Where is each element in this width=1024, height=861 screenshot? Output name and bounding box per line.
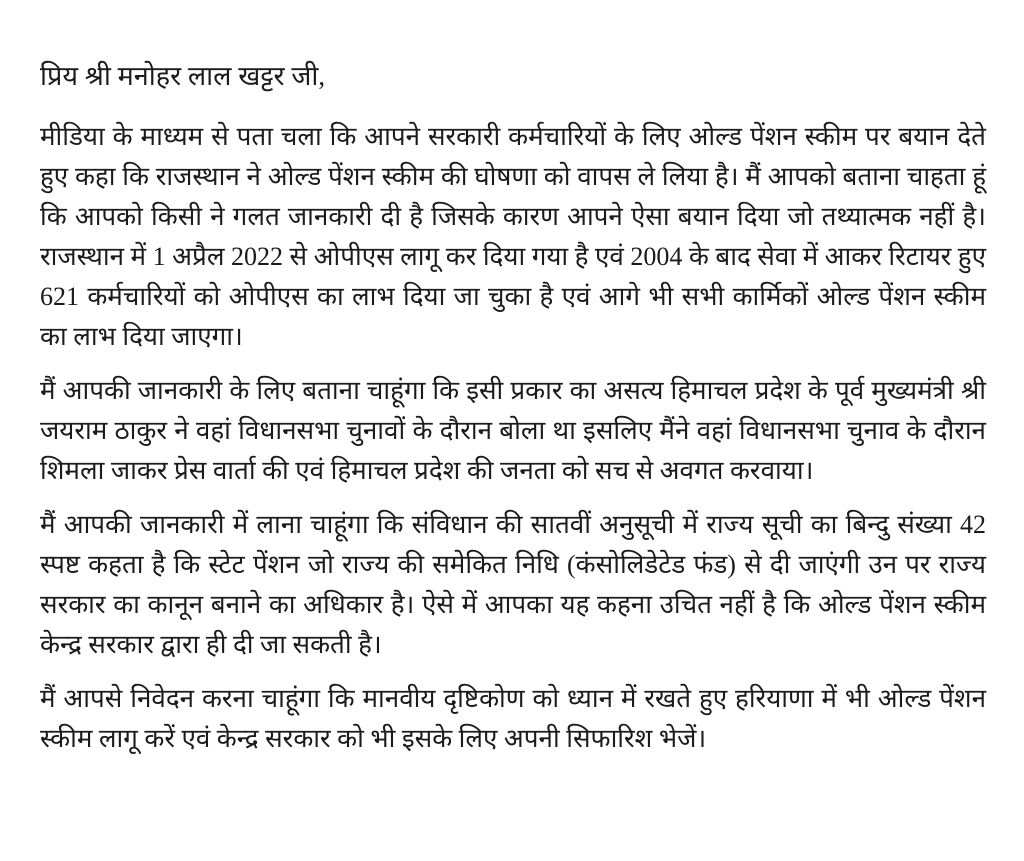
letter-paragraph-4: मैं आपसे निवेदन करना चाहूंगा कि मानवीय दृष्टिकोण को ध्यान में रखते हुए हरियाणा में भी ओल्ड पेंशन स्कीम लागू करें एवं केन्द्र सरकार को भी इसके लिए अपनी सिफारिश भेजें। bbox=[40, 684, 986, 753]
letter-paragraph-1: मीडिया के माध्यम से पता चला कि आपने सरकारी कर्मचारियों के लिए ओल्ड पेंशन स्कीम पर बयान देते हुए कहा कि राजस्थान ने ओल्ड पेंशन स्कीम की घोषणा को वापस ले लिया है। मैं आपको बताना चाहता हूं कि आपको किसी ने गलत जानकारी दी है जिसके कारण आपने ऐसा बयान दिया जो तथ्यात्मक नहीं है। राजस्थान में 1 अप्रैल 2022 से ओपीएस लागू कर दिया गया है एवं 2004 के बाद सेवा में आकर रिटायर हुए 621 कर्मचारियों को ओपीएस का लाभ दिया जा चुका है एवं आगे भी सभी कार्मिकों ओल्ड पेंशन स्कीम का लाभ दिया जाएगा। bbox=[40, 122, 986, 351]
salutation: प्रिय श्री मनोहर लाल खट्टर जी, bbox=[40, 61, 326, 91]
letter-paragraph-2: मैं आपकी जानकारी के लिए बताना चाहूंगा कि इसी प्रकार का असत्य हिमाचल प्रदेश के पूर्व मुख्यमंत्री श्री जयराम ठाकुर ने वहां विधानसभा चुनावों के दौरान बोला था इसलिए मैंने वहां विधानसभा चुनाव के दौरान शिमला जाकर प्रेस वार्ता की एवं हिमाचल प्रदेश की जनता को सच से अवगत करवाया। bbox=[40, 376, 986, 485]
letter-paragraph-3: मैं आपकी जानकारी में लाना चाहूंगा कि संविधान की सातवीं अनुसूची में राज्य सूची का बिन्दु संख्या 42 स्पष्ट कहता है कि स्टेट पेंशन जो राज्य की समेकित निधि (कंसोलिडेटेड फंड) से दी जाएंगी उन पर राज्य सरकार का कानून बनाने का अधिकार है। ऐसे में आपका यह कहना उचित नहीं है कि ओल्ड पेंशन स्कीम केन्द्र सरकार द्वारा ही दी जा सकती है। bbox=[40, 510, 986, 659]
